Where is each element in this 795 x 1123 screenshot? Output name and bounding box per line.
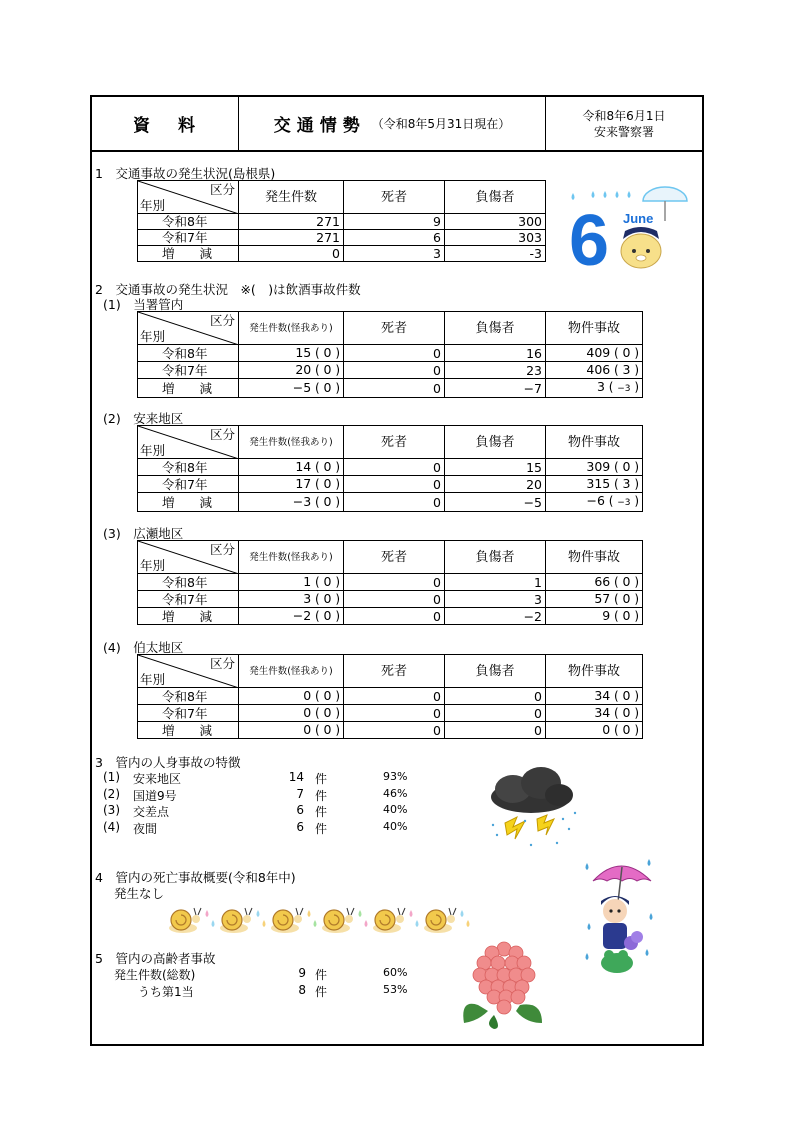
table-row xyxy=(138,688,643,705)
item-percent: 53% xyxy=(383,983,408,996)
deaths-cell: 0 xyxy=(344,476,445,493)
subsection-label: (2) 安来地区 xyxy=(103,411,184,426)
corner-cell: 区分 年別 xyxy=(138,181,239,214)
item-count: 8 xyxy=(298,983,306,997)
table-row xyxy=(138,214,546,230)
col-header: 負傷者 xyxy=(445,312,546,345)
section2-title: 2 交通事故の発生状況 ※( )は飲酒事故件数 xyxy=(95,282,361,297)
injured-cell: 16 xyxy=(445,345,546,362)
property-accidents-cell: 34 ( 0 ) xyxy=(546,705,643,722)
col-header: 発生件数(怪我あり) xyxy=(239,655,344,688)
item-percent: 40% xyxy=(383,803,408,816)
col-header: 負傷者 xyxy=(445,541,546,574)
snail-icon xyxy=(220,908,266,933)
property-accidents-cell: 34 ( 0 ) xyxy=(546,688,643,705)
item-percent: 93% xyxy=(383,770,408,783)
item-name: 国道9号 xyxy=(133,788,177,803)
storm-cloud-icon xyxy=(483,763,583,858)
item-number: (2) xyxy=(103,786,120,801)
property-accidents-cell: 9 ( 0 ) xyxy=(546,608,643,625)
subsection-label: (4) 伯太地区 xyxy=(103,640,184,655)
col-header: 死者 xyxy=(344,426,445,459)
prefecture-table xyxy=(137,180,546,262)
col-header: 発生件数 xyxy=(239,181,344,214)
col-header: 負傷者 xyxy=(445,655,546,688)
injured-cell: 15 xyxy=(445,459,546,476)
injury-accidents-cell: 0 ( 0 ) xyxy=(239,688,344,705)
col-header: 死者 xyxy=(344,181,445,214)
deaths-cell: 0 xyxy=(344,705,445,722)
deaths-cell: 0 xyxy=(344,379,445,398)
header-date-cell xyxy=(546,97,702,150)
subsection-label: (1) 当署管内 xyxy=(103,297,184,312)
row-year: 令和7年 xyxy=(138,591,239,608)
property-accidents-cell: −6 ( −3 ) xyxy=(546,493,643,512)
hydrangea-illustration xyxy=(458,935,550,1030)
property-accidents-cell: 0 ( 0 ) xyxy=(546,722,643,739)
injured-cell: 20 xyxy=(445,476,546,493)
col-header: 負傷者 xyxy=(445,426,546,459)
header-station: 安来警察署 xyxy=(593,124,654,139)
injury-accidents-cell: −3 ( 0 ) xyxy=(239,493,344,512)
property-accidents-cell: 57 ( 0 ) xyxy=(546,591,643,608)
injury-accidents-cell: 20 ( 0 ) xyxy=(239,362,344,379)
june-calendar-icon xyxy=(565,183,690,273)
row-year: 増 減 xyxy=(138,246,239,262)
corner-cell: 区分 年別 xyxy=(138,426,239,459)
table-row xyxy=(138,476,643,493)
property-accidents-cell: 315 ( 3 ) xyxy=(546,476,643,493)
deaths-cell: 0 xyxy=(344,459,445,476)
district-table xyxy=(137,311,643,398)
item-name: うち第1当 xyxy=(138,985,194,999)
col-header: 物件事故 xyxy=(546,312,643,345)
col-header: 死者 xyxy=(344,655,445,688)
table-row xyxy=(138,705,643,722)
col-header: 死者 xyxy=(344,541,445,574)
row-year: 令和7年 xyxy=(138,362,239,379)
header-as-of: （令和8年5月31日現在） xyxy=(371,117,511,131)
item-count: 6 xyxy=(296,803,304,817)
injury-accidents-cell: 3 ( 0 ) xyxy=(239,591,344,608)
table-row xyxy=(138,459,643,476)
col-header: 物件事故 xyxy=(546,541,643,574)
table-row xyxy=(138,362,643,379)
table-cell: 6 xyxy=(344,230,445,246)
item-count: 6 xyxy=(296,819,304,834)
table-row xyxy=(138,493,643,512)
injured-cell: 3 xyxy=(445,591,546,608)
calendar-label: June xyxy=(623,211,654,226)
table-cell: 0 xyxy=(239,246,344,262)
row-year: 令和7年 xyxy=(138,230,239,246)
item-unit: 件 xyxy=(315,805,328,819)
item-count: 7 xyxy=(296,786,304,801)
injury-accidents-cell: 1 ( 0 ) xyxy=(239,574,344,591)
col-header: 発生件数(怪我あり) xyxy=(239,312,344,345)
item-number: (3) xyxy=(103,803,120,817)
subsection-label: (3) 広瀬地区 xyxy=(103,526,184,541)
snail-icon xyxy=(373,908,419,933)
calendar-month: 6 xyxy=(569,201,610,273)
row-year: 令和8年 xyxy=(138,214,239,230)
item-count: 9 xyxy=(298,966,306,980)
item-number: (1) xyxy=(103,770,120,784)
corner-cell: 区分 年別 xyxy=(138,541,239,574)
injured-cell: −2 xyxy=(445,608,546,625)
table-row xyxy=(138,345,643,362)
deaths-cell: 0 xyxy=(344,722,445,739)
injury-accidents-cell: 17 ( 0 ) xyxy=(239,476,344,493)
injury-accidents-cell: −2 ( 0 ) xyxy=(239,608,344,625)
corner-cell: 区分 年別 xyxy=(138,312,239,345)
row-year: 増 減 xyxy=(138,493,239,512)
table-row xyxy=(138,379,643,398)
row-year: 令和8年 xyxy=(138,459,239,476)
snail-icon xyxy=(322,908,368,933)
officer-umbrella-illustration xyxy=(583,853,658,993)
snail-icon xyxy=(169,908,215,933)
table-cell: 303 xyxy=(445,230,546,246)
deaths-cell: 0 xyxy=(344,574,445,591)
injured-cell: 23 xyxy=(445,362,546,379)
table-row xyxy=(138,722,643,739)
property-accidents-cell: 406 ( 3 ) xyxy=(546,362,643,379)
col-header: 死者 xyxy=(344,312,445,345)
row-year: 令和8年 xyxy=(138,345,239,362)
table-cell: 9 xyxy=(344,214,445,230)
district-table xyxy=(137,654,643,739)
corner-cell: 区分 年別 xyxy=(138,655,239,688)
header-title: 交通情勢 xyxy=(273,116,366,136)
injured-cell: −5 xyxy=(445,493,546,512)
item-unit: 件 xyxy=(315,821,328,836)
deaths-cell: 0 xyxy=(344,493,445,512)
table-cell: -3 xyxy=(445,246,546,262)
section4-body: 発生なし xyxy=(114,886,165,901)
table-row xyxy=(138,246,546,262)
item-name: 夜間 xyxy=(133,821,158,836)
section1-title: 1 交通事故の発生状況(島根県) xyxy=(95,166,276,181)
section4-title: 4 管内の死亡事故概要(令和8年中) xyxy=(95,870,296,885)
item-percent: 40% xyxy=(383,819,408,833)
item-name: 安来地区 xyxy=(133,772,182,786)
row-year: 令和8年 xyxy=(138,574,239,591)
property-accidents-cell: 3 ( −3 ) xyxy=(546,379,643,398)
col-header: 物件事故 xyxy=(546,655,643,688)
deaths-cell: 0 xyxy=(344,688,445,705)
item-unit: 件 xyxy=(315,985,328,999)
col-header: 負傷者 xyxy=(445,181,546,214)
table-row xyxy=(138,230,546,246)
table-row xyxy=(138,591,643,608)
snail-decoration xyxy=(165,900,470,940)
table-cell: 300 xyxy=(445,214,546,230)
row-year: 令和7年 xyxy=(138,476,239,493)
section3-title: 3 管内の人身事故の特徴 xyxy=(95,755,241,770)
row-year: 令和8年 xyxy=(138,688,239,705)
deaths-cell: 0 xyxy=(344,608,445,625)
injured-cell: 0 xyxy=(445,705,546,722)
table-cell: 271 xyxy=(239,214,344,230)
property-accidents-cell: 66 ( 0 ) xyxy=(546,574,643,591)
header-title-cell xyxy=(239,97,546,150)
injury-accidents-cell: 0 ( 0 ) xyxy=(239,722,344,739)
injury-accidents-cell: 14 ( 0 ) xyxy=(239,459,344,476)
section5-title: 5 管内の高齢者事故 xyxy=(95,951,216,966)
col-header: 物件事故 xyxy=(546,426,643,459)
item-unit: 件 xyxy=(315,772,328,786)
col-header: 発生件数(怪我あり) xyxy=(239,541,344,574)
item-percent: 60% xyxy=(383,966,408,979)
snail-icon xyxy=(271,908,317,933)
item-unit: 件 xyxy=(315,788,328,803)
table-row xyxy=(138,574,643,591)
injury-accidents-cell: −5 ( 0 ) xyxy=(239,379,344,398)
table-cell: 271 xyxy=(239,230,344,246)
injury-accidents-cell: 15 ( 0 ) xyxy=(239,345,344,362)
injured-cell: −7 xyxy=(445,379,546,398)
row-year: 増 減 xyxy=(138,722,239,739)
header-date: 令和8年6月1日 xyxy=(582,108,666,123)
item-percent: 46% xyxy=(383,786,408,800)
item-name: 発生件数(総数) xyxy=(114,968,196,982)
snail-icon xyxy=(424,908,470,933)
item-unit: 件 xyxy=(315,968,328,982)
table-row xyxy=(138,608,643,625)
header-label: 資料 xyxy=(92,97,239,150)
item-name: 交差点 xyxy=(133,805,170,819)
item-number: (4) xyxy=(103,819,120,834)
district-table xyxy=(137,540,643,625)
injury-accidents-cell: 0 ( 0 ) xyxy=(239,705,344,722)
property-accidents-cell: 309 ( 0 ) xyxy=(546,459,643,476)
injured-cell: 1 xyxy=(445,574,546,591)
item-count: 14 xyxy=(288,770,304,784)
deaths-cell: 0 xyxy=(344,345,445,362)
row-year: 増 減 xyxy=(138,608,239,625)
deaths-cell: 0 xyxy=(344,591,445,608)
row-year: 増 減 xyxy=(138,379,239,398)
row-year: 令和7年 xyxy=(138,705,239,722)
deaths-cell: 0 xyxy=(344,362,445,379)
header-row xyxy=(92,97,702,152)
district-table xyxy=(137,425,643,512)
col-header: 発生件数(怪我あり) xyxy=(239,426,344,459)
injured-cell: 0 xyxy=(445,722,546,739)
injured-cell: 0 xyxy=(445,688,546,705)
table-cell: 3 xyxy=(344,246,445,262)
property-accidents-cell: 409 ( 0 ) xyxy=(546,345,643,362)
